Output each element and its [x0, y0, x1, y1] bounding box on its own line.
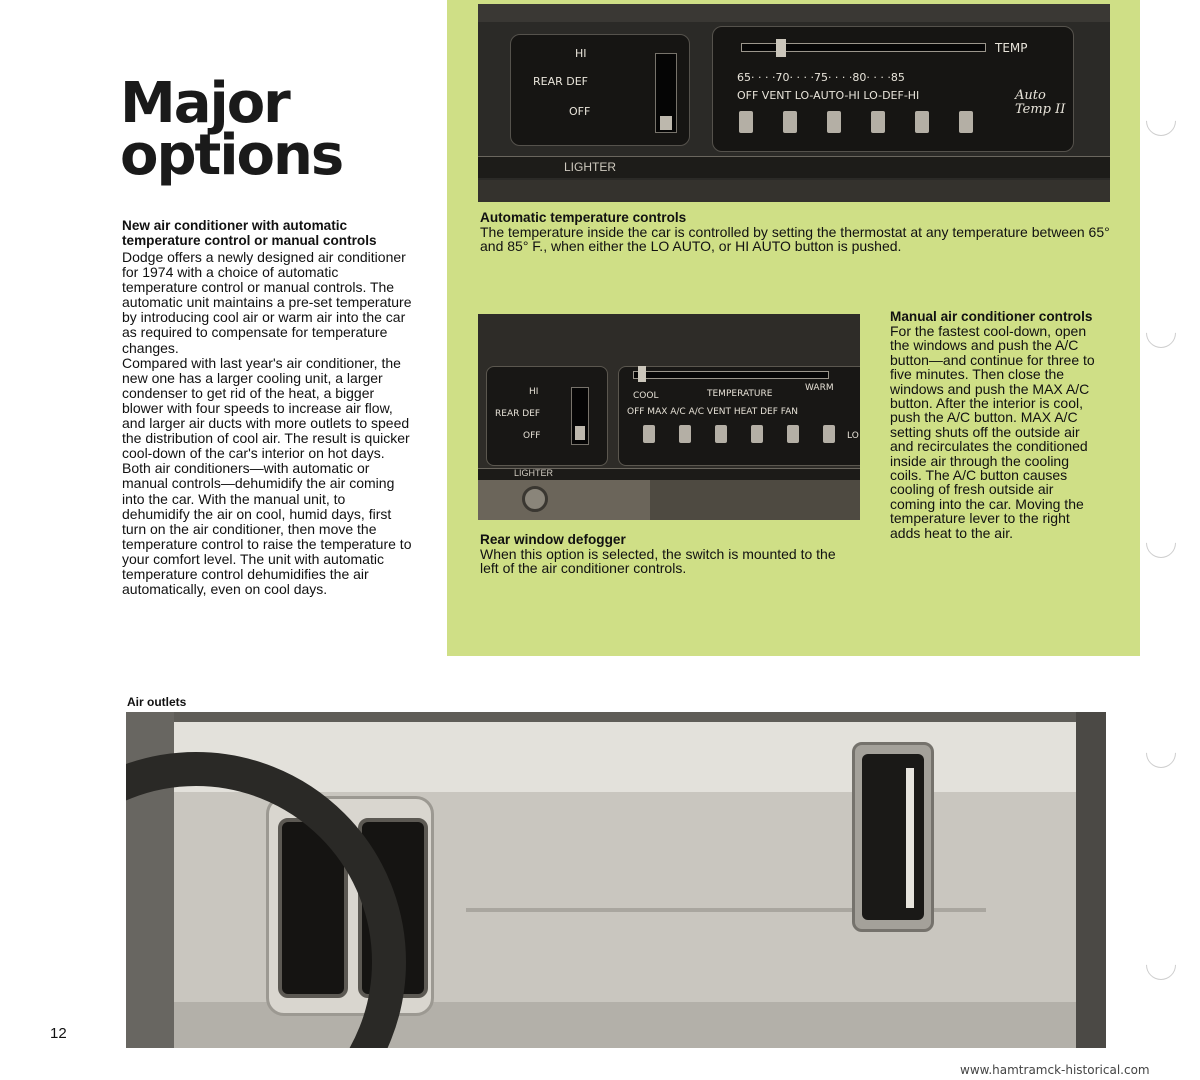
binder-hole: [1140, 944, 1182, 986]
switch-label-rear-def: REAR DEF: [533, 75, 589, 88]
auto-temp-caption-body: The temperature inside the car is controlled by setting the thermostat at any temperature between 65° and 85° F., when either the LO AUTO, or HI AUTO button is pushed.: [480, 224, 1110, 255]
binder-hole: [1140, 522, 1182, 564]
defogger-switch-knob: [660, 116, 672, 130]
temp-scale: 65· · · ·70· · · ·75· · · ·80· · · ·85: [737, 71, 905, 84]
mode-button: [959, 111, 973, 133]
switch-label-off: OFF: [523, 431, 541, 441]
cigarette-lighter: [522, 486, 548, 512]
temp-label: TEMP: [995, 41, 1028, 55]
manual-controls-photo: [478, 314, 860, 520]
page-title-line1: Major: [120, 71, 289, 136]
auto-temp-logo: [1015, 89, 1065, 117]
rear-defogger-switch-panel: [486, 366, 608, 466]
page-number: 12: [50, 1025, 67, 1042]
intro-paragraph-2: Compared with last year's air conditioner, the new one has a larger cooling unit, a larger condenser to get rid of the heat, a bigger blower with four speeds to increase air flow, and larger air ducts with more outlets to speed the distribution of cool air. The result is quicker cool-down of the car's interior on hot days.: [122, 354, 410, 462]
binder-hole: [1140, 312, 1182, 354]
cool-label: COOL: [633, 391, 659, 401]
lo-label: LO: [847, 431, 859, 441]
binder-hole: [1140, 732, 1182, 774]
mode-button: [679, 425, 691, 443]
dash-trim: [478, 4, 1110, 22]
manual-controls-caption-body: For the fastest cool-down, open the windows and push the A/C button—and continue for three to five minutes. Then close the windows and push the MAX A/C button. After the interior is cool, push the A/C button. MAX A/C setting shuts off the outside air and recirculates the conditioned inside air through the cooling coils. The A/C button causes cooling of fresh outside air coming into the car. Moving the temperature lever to the right adds heat to the air.: [890, 323, 1095, 541]
rear-defogger-caption: [480, 532, 852, 576]
temperature-lever-track: [633, 371, 829, 379]
defogger-switch-slot: [655, 53, 677, 133]
windshield-edge: [126, 712, 1106, 722]
lighter-label: LIGHTER: [514, 468, 554, 478]
temperature-label: TEMPERATURE: [707, 389, 773, 399]
mode-button: [827, 111, 841, 133]
lighter-label: LIGHTER: [564, 160, 617, 174]
mode-button: [783, 111, 797, 133]
air-outlets-photo: [126, 712, 1106, 1048]
auto-temp-panel: [712, 26, 1074, 152]
mode-labels: OFF VENT LO-AUTO-HI LO-DEF-HI: [737, 89, 920, 102]
warm-label: WARM: [805, 383, 834, 393]
auto-temp-control-photo: [478, 4, 1110, 202]
intro-paragraph-1: Dodge offers a newly designed air conditioner for 1974 with a choice of automatic temperature control or manual controls. The automatic unit maintains a pre-set temperature by introducing cool air or warm air into the car as required to compensate for temperature changes.: [122, 249, 412, 356]
mode-button: [823, 425, 835, 443]
auto-temp-logo-line1: Auto: [1015, 88, 1046, 103]
intro-section: [122, 218, 412, 597]
mode-button: [739, 111, 753, 133]
mode-button: [715, 425, 727, 443]
temperature-lever-knob: [638, 366, 646, 382]
switch-label-hi: HI: [575, 47, 587, 60]
air-outlets-label: Air outlets: [127, 695, 187, 709]
rear-defogger-switch-panel: [510, 34, 690, 146]
mode-button: [787, 425, 799, 443]
woodgrain-panel-left: [478, 480, 650, 520]
page-title-line2: options: [120, 123, 343, 188]
air-outlet-slat: [906, 768, 914, 908]
intro-heading: New air conditioner with automatic temperature control or manual controls: [122, 218, 377, 248]
manual-controls-caption-heading: Manual air conditioner controls: [890, 309, 1093, 324]
auto-temp-caption-heading: Automatic temperature controls: [480, 210, 687, 225]
manual-controls-caption: [890, 309, 1100, 540]
mode-button: [643, 425, 655, 443]
temp-slider-track: [741, 43, 986, 52]
temp-slider-knob: [776, 39, 786, 57]
rear-defogger-caption-heading: Rear window defogger: [480, 532, 626, 547]
right-pillar: [1076, 712, 1106, 1048]
manual-control-panel: [618, 366, 860, 466]
intro-paragraph-3: Both air conditioners—with automatic or manual controls—dehumidify the air coming into the car. With the manual unit, to dehumidify the air on cool, humid days, first turn on the air conditioner, then move the temperature control to raise the temperature to your comfort level. The unit with automatic temperature control dehumidifies the air automatically, even on cool days.: [122, 460, 412, 598]
binder-hole: [1140, 100, 1182, 142]
air-outlet-right: [862, 754, 924, 920]
mode-button: [751, 425, 763, 443]
lower-dash: [478, 180, 1110, 202]
auto-temp-logo-line2: Temp II: [1015, 102, 1066, 117]
auto-temp-caption: [480, 210, 1110, 254]
mode-button: [915, 111, 929, 133]
mode-button: [871, 111, 885, 133]
intro-body: [122, 250, 412, 597]
page-title: [120, 71, 380, 188]
switch-label-hi: HI: [529, 387, 539, 397]
defogger-switch-slot: [571, 387, 589, 445]
rear-defogger-caption-body: When this option is selected, the switch is mounted to the left of the air conditioner controls.: [480, 546, 836, 577]
footer-url: www.hamtramck-historical.com: [960, 1063, 1150, 1077]
mode-labels: OFF MAX A/C A/C VENT HEAT DEF FAN: [627, 407, 799, 417]
switch-label-rear-def: REAR DEF: [495, 409, 541, 419]
defogger-switch-knob: [575, 426, 585, 440]
switch-label-off: OFF: [569, 105, 591, 118]
